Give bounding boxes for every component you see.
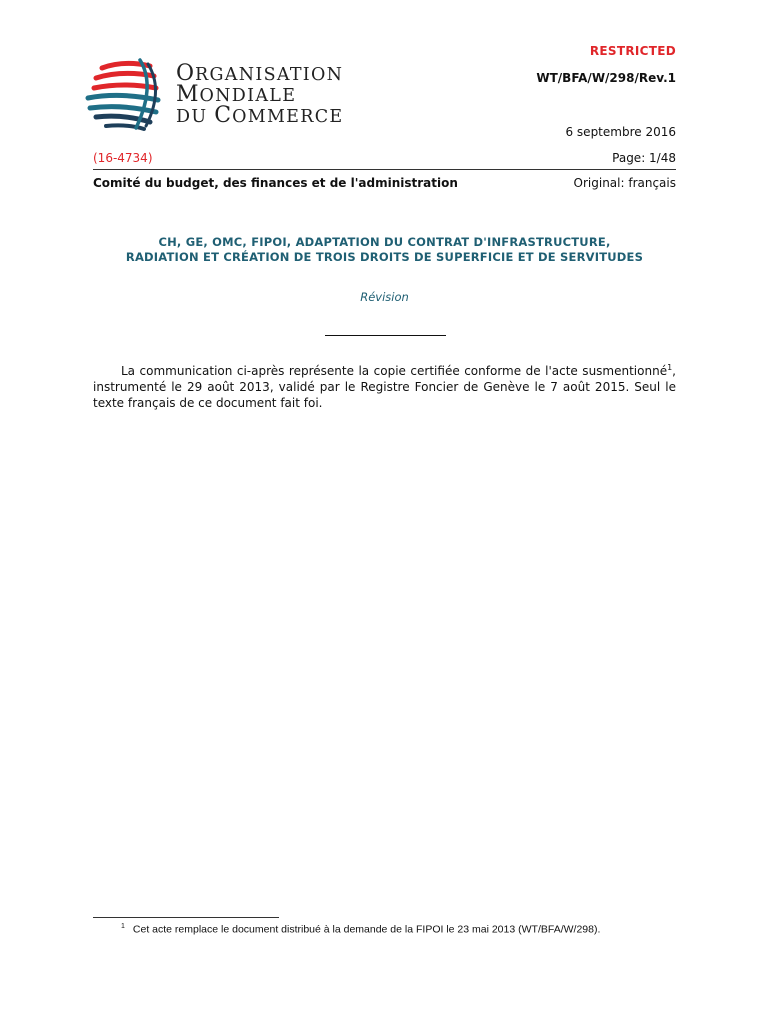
logo-line-1-rest: RGANISATION [195, 65, 344, 85]
logo-line-2-rest: ONDIALE [199, 86, 297, 106]
body-paragraph [93, 363, 676, 411]
header-divider [93, 169, 676, 170]
original-language: Original: français [573, 176, 676, 190]
classification-label: RESTRICTED [589, 44, 676, 58]
document-title [93, 235, 676, 265]
footnote [121, 923, 600, 936]
job-number: (16-4734) [93, 151, 153, 165]
title-separator [325, 335, 446, 336]
page-number: Page: 1/48 [612, 151, 676, 165]
document-symbol: WT/BFA/W/298/Rev.1 [536, 71, 676, 85]
wto-logo-icon [84, 56, 164, 132]
body-text-start: La communication ci-après représente la copie certifiée conforme de l'acte susmentionné [121, 364, 668, 378]
logo-line-3 [176, 103, 344, 128]
document-date: 6 septembre 2016 [565, 125, 676, 139]
logo-line-2 [176, 82, 344, 107]
logo-line-1 [176, 61, 344, 86]
logo-line-3-prefix: DU [176, 107, 215, 127]
footnote-divider [93, 917, 279, 918]
organization-name [176, 61, 344, 128]
title-line-2: RADIATION ET CRÉATION DE TROIS DROITS DE SUPERFICIE ET DE SERVITUDES [125, 250, 644, 264]
document-subtitle: Révision [360, 290, 409, 304]
footnote-number: 1 [121, 923, 125, 930]
logo-line-3-cap: C [214, 103, 233, 128]
logo-line-3-rest: OMMERCE [232, 107, 344, 127]
logo-line-2-cap: M [176, 82, 200, 107]
body-text-end: , instrumenté le 29 août 2013, validé par le Registre Foncier de Genève le 7 août 2015. Seul le texte français de ce document fait foi. [93, 364, 676, 410]
logo-line-1-cap: O [176, 61, 196, 86]
footnote-text: Cet acte remplace le document distribué à la demande de la FIPOI le 23 mai 2013 (WT/BFA/W/298). [132, 923, 601, 936]
title-line-1: CH, GE, OMC, FIPOI, ADAPTATION DU CONTRAT D'INFRASTRUCTURE, [158, 235, 611, 249]
footnote-reference[interactable]: 1 [667, 363, 673, 372]
committee-name: Comité du budget, des finances et de l'administration [93, 176, 458, 190]
